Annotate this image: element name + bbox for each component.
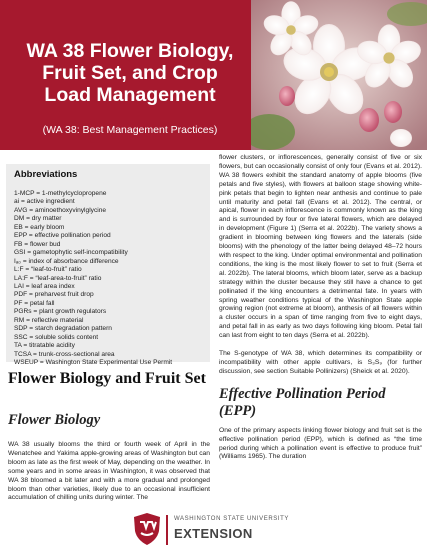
abbreviations-list [14, 190, 202, 368]
abbreviation-item: SDP = starch degradation pattern [14, 325, 112, 333]
footer-extension-wordmark: EXTENSION [174, 526, 253, 541]
abbreviation-item: 1-MCP = 1-methylcyclopropene [14, 190, 107, 197]
right-column [219, 154, 422, 471]
epp-paragraph: One of the primary aspects linking flower biology and fruit set is the effective pollination period (EPP), which is defined as “the time period during which a pollination event is effective to produce fruit” (Williams 1965). The duration [219, 426, 422, 461]
title-line-2: Fruit Set, and Crop [42, 62, 218, 84]
inflorescence-paragraph: flower clusters, or inflorescences, generally consist of five or six flowers, but can occasionally consist of only four (Evans et al. 2012). WA 38 flowers exhibit the standard anatomy of apple blooms (five petals and five styles), with flowers at balloon stage showing white-pink petals that begin to lighten near anthesis and continue to pale until maturity and petal fall (Evans et al. 2012). The central, or apical, flower in each inflorescence is commonly known as the king and is surrounded by four or five lateral flowers, which are delayed in development (Figure 1) (Serra et al. 2022b). The variety shows a gradient in blooming between king flowers and the laterals (side blooms) with the phenology of the latter being delayed 48–72 hours with respect to the king. Under optimal environmental and pollination conditions, the king is the most likely flower to set to fruit (Serra et al. 2022b). The lateral blooms, which bloom later, serve as a backup strategy within the cluster because they still have a chance to get pollinated if the king encounters a detrimental fate. In years with spring weather conditions typical of the Washington State apple growing region (not extreme at bloom), anthesis of all flowers within a cluster occurs in a span of time ranging from five to eight days, and petal fall in as early as two days following king bloom. Petal fall can last from eight to ten days (Serra et al. 2022b). [219, 154, 422, 340]
abbreviation-item: PF = petal fall [14, 299, 55, 307]
abbreviation-item: RM = reflective material [14, 316, 84, 324]
abbreviation-item: FB = flower bud [14, 240, 61, 248]
abbreviation-item: PDF = preharvest fruit drop [14, 291, 94, 299]
page-title [14, 40, 246, 106]
abbreviation-item: WSEUP = Washington State Experimental Use Permit [14, 359, 173, 367]
abbreviation-item: TCSA = trunk-cross-sectional area [14, 350, 115, 358]
abbreviation-item: AVG = aminoethoxyvinylglycine [14, 206, 107, 214]
flower-biology-paragraph: WA 38 usually blooms the third or fourth week of April in the Wenatchee and Yakima apple-growing areas of Washington but can bloom as late as the first week of May, depending on the weather. In some years and in some areas in Washington, it was observed that WA 38 bloomed a bit later and with a more gradual and prolonged bloom than other varieties, likely due to an occasional insufficient accumulation of chilling units during winter. The [8, 441, 210, 502]
abbreviation-item: GSI = gametophytic self-incompatibility [14, 249, 128, 257]
abbreviation-item: LAI = leaf area index [14, 282, 75, 290]
abbreviation-item: EB = early bloom [14, 223, 65, 231]
footer-divider [166, 515, 168, 545]
subheading-flower-biology: Flower Biology [8, 412, 101, 428]
title-line-1: WA 38 Flower Biology, [26, 40, 234, 62]
abbreviation-item: TA = titratable acidity [14, 342, 75, 350]
section-heading-flower-biology-fruit-set: Flower Biology and Fruit Set [8, 370, 206, 387]
apple-blossom-photo [251, 0, 427, 150]
abbreviation-item: DM = dry matter [14, 215, 62, 223]
abbreviations-heading: Abbreviations [14, 169, 78, 180]
abbreviation-item: Iₐ₀ = index of absorbance difference [14, 257, 119, 265]
abbreviation-item: EPP = effective pollination period [14, 232, 111, 240]
title-line-3: Load Management [44, 84, 216, 106]
abbreviation-item: LA:F = “leaf-area-to-fruit” ratio [14, 274, 102, 282]
abbreviation-item: SSC = soluble solids content [14, 333, 99, 341]
page-subtitle: (WA 38: Best Management Practices) [42, 124, 218, 136]
abbreviation-item: PGRs = plant growth regulators [14, 308, 107, 316]
abbreviations-box [6, 164, 210, 367]
abbreviation-item: ai = active ingredient [14, 198, 75, 206]
footer-university-name: WASHINGTON STATE UNIVERSITY [174, 516, 289, 522]
s-genotype-paragraph: The S-genotype of WA 38, which determines its compatibility or incompatibility with other apple cultivars, is S₃S₉ (for further discussion, see section Suitable Pollinizers) (Sheick et al. 2020). [219, 350, 422, 375]
wsu-cougar-logo-icon [132, 512, 162, 546]
abbreviation-item: L:F = “leaf-to-fruit” ratio [14, 266, 82, 274]
subheading-effective-pollination-period: Effective Pollination Period (EPP) [219, 385, 386, 419]
